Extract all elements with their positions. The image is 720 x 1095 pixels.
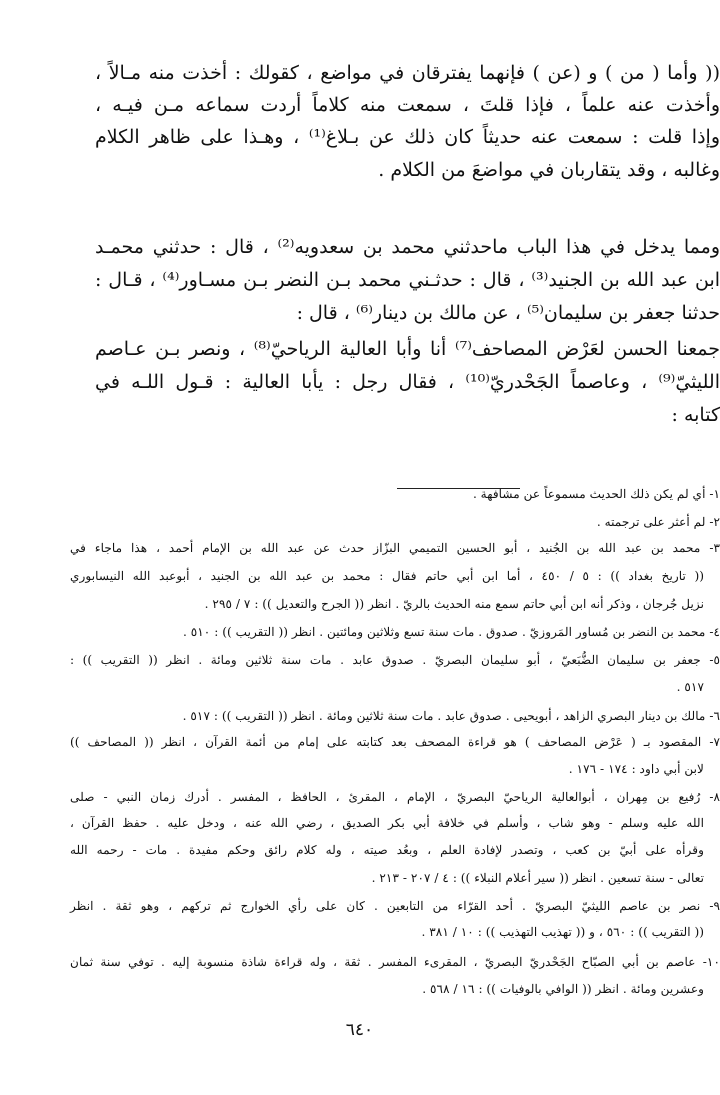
footnote-line-16: ٩- نصر بن عاصم الليثيّ البصريّ . أحد القرّاء من التابعين . كان على رأي الخوارج ثم تركهم ، وهو ثقة . انظر: [70, 899, 720, 913]
footnote-line-4: (( تاريخ بغداد )) : ٥ / ٤٥٠ ، أما ابن أبي حاتم فقال : محمد بن عبد الله بن الجنيد ، أبوعبد الله النيسابوري: [70, 569, 704, 583]
footnote-line-12: ٨- رُفيع بن مِهران ، أبوالعالية الرياحيّ البصريّ ، الإمام ، المقرئ ، الحافظ ، المفسر . أدرك زمان النبي - صلى: [70, 790, 720, 804]
footnote-line-15: تعالى - سنة تسعين . انظر (( سير أعلام النبلاء )) : ٤ / ٢٠٧ - ٢١٣ .: [371, 871, 704, 885]
main-text-line-3: وإذا قلت : سمعت عنه حديثاً كان ذلك عن بـلاغ⁽¹⁾ ، وهـذا على ظاهر الكلام: [95, 126, 720, 148]
main-text-line-2: وأخذت عنه علماً ، فإذا قلتَ ، سمعت منه كلاماً أردت سماعه مـن فيـه ،: [95, 94, 720, 116]
main-text-line-8: جمعنا الحسن لعَرْض المصاحف⁽⁷⁾ أنا وأبا العالية الرياحيّ⁽⁸⁾ ، ونصر بـن عـاصم: [95, 338, 720, 360]
footnote-line-6: ٤- محمد بن النضر بن مُساور المَروزيّ . صدوق . مات سنة تسع وثلاثين ومائتين . انظر (( التقريب )) : ٥١٠ .: [182, 625, 720, 639]
main-text-line-9: الليثيّ⁽⁹⁾ ، وعاصماً الجَحْدريّ⁽¹⁰⁾ ، فقال رجل : يأبا العالية : قـول اللـه في: [95, 371, 720, 393]
footnote-line-11: لابن أبي داود : ١٧٤ - ١٧٦ .: [568, 762, 704, 776]
main-text-line-4: وغالبه ، وقد يتقاربان في مواضعَ من الكلام .: [378, 159, 720, 181]
footnote-line-10: ٧- المقصود بـ ( عَرْض المصاحف ) هو قراءة المصحف بعد كتابته على إمام من أئمة القرآن ، انظر (( المصاحف )): [70, 735, 720, 749]
main-text-line-6: ابن عبد الله بن الجنيد⁽³⁾ ، قال : حدثـني محمد بـن النضر بـن مسـاور⁽⁴⁾ ، قـال :: [95, 269, 720, 291]
footnote-line-9: ٦- مالك بن دينار البصري الزاهد ، أبويحيى . صدوق عابد . مات سنة ثلاثين ومائة . انظر (( التقريب )) : ٥١٧ .: [182, 709, 720, 723]
main-text-line-5: ومما يدخل في هذا الباب ماحدثني محمد بن سعدويه⁽²⁾ ، قال : حدثني محمـد: [95, 236, 720, 258]
footnote-line-17: (( التقريب )) : ٥٦٠ ، و (( تهذيب التهذيب )) : ١٠ / ٣٨١ .: [421, 925, 704, 939]
footnote-line-2: ٢- لم أعثر على ترجمته .: [596, 515, 720, 529]
page-number: ٦٤٠: [345, 1020, 374, 1040]
footnote-line-7: ٥- جعفر بن سليمان الضُّبَعيّ ، أبو سليمان البصريّ . صدوق عابد . مات سنة ثلاثين ومائة . انظر (( التقريب )) :: [70, 653, 720, 667]
footnote-line-13: الله عليه وسلم - وهو شاب ، وأسلم في خلافة أبي بكر الصديق ، رضي الله عنه ، ودخل عليه . حفظ القرآن ،: [70, 816, 704, 830]
footnote-line-3: ٣- محمد بن عبد الله بن الجُنيد ، أبو الحسين التميمي البزّاز حدث عن عبد الله بن الإمام أحمد ، هذا ماجاء في: [70, 541, 720, 555]
main-text-line-1: (( وأما ( من ) و (عن ) فإنهما يفترقان في مواضع ، كقولك : أخذت منه مـالاً ،: [95, 62, 720, 84]
main-text-line-7: حدثنا جعفر بن سليمان⁽⁵⁾ ، عن مالك بن دينار⁽⁶⁾ ، قال :: [296, 302, 720, 324]
footnote-line-8: ٥١٧ .: [676, 680, 704, 694]
footnote-line-18: ١٠- عاصم بن أبي الصبّاح الجَحْدريّ البصريّ ، المقرىء المفسر . ثقة ، وله قراءة شاذة منسوبة إليه . توفي سنة ثمان: [70, 955, 720, 969]
footnote-line-5: نزيل جُرجان ، وذكر أنه ابن أبي حاتم سمع منه الحديث بالريّ . انظر (( الجرح والتعديل )) : ٧ / ٢٩٥ .: [204, 597, 704, 611]
footnote-line-19: وعشرين ومائة . انظر (( الوافي بالوفيات )) : ١٦ / ٥٦٨ .: [422, 982, 704, 996]
footnote-line-1: ١- أي لم يكن ذلك الحديث مسموعاً عن مشافهة .: [472, 487, 720, 501]
main-text-line-10: كتابه :: [671, 404, 720, 426]
footnote-line-14: وقرأه على أبيّ بن كعب ، وتصدر لإفادة العلم ، وبعُد صيته ، وله كلام رائق وحكم مفيدة . مات - رحمه الله: [70, 843, 704, 857]
